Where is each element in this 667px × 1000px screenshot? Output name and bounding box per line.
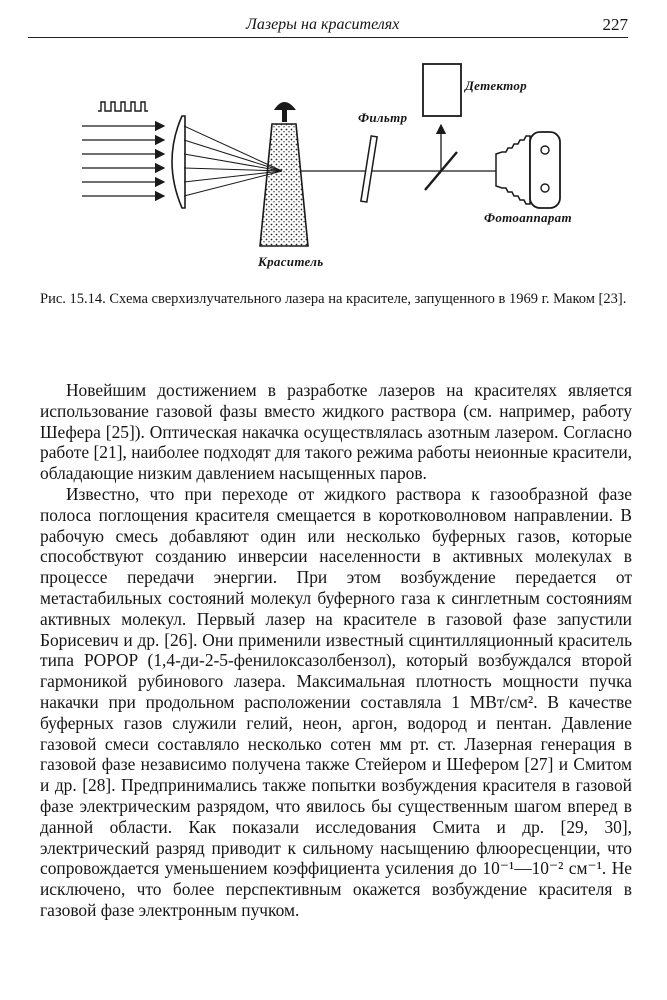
cylindrical-lens — [172, 116, 185, 208]
figure-caption: Рис. 15.14. Схема сверхизлучательного лазера на красителе, запущенного в 1969 г. Маком [23]. — [40, 291, 627, 307]
running-title: Лазеры на красителях — [246, 16, 400, 33]
label-dye: Краситель — [258, 254, 324, 269]
figure-15-14 — [60, 58, 620, 282]
dye-cell — [260, 102, 308, 246]
pump-beam-arrows — [82, 126, 164, 196]
camera — [496, 132, 560, 208]
running-header — [28, 14, 628, 36]
paragraph: Новейшим достижением в разработке лазеров на красителях является использование газовой фазы вместо жидкого раствора (см. например, работу Шефера [25]). Оптическая накачка осуществлялась азотным лазером. Согласно работе [21], наиболее подходят для такого режима работы неионные красители, обладающие низким давлением насыщенных паров. — [40, 380, 632, 484]
pump-pulse-train — [98, 102, 148, 111]
label-camera: Фотоаппарат — [484, 210, 572, 225]
detector-box — [423, 64, 461, 116]
body-text — [40, 380, 632, 921]
laser-schematic — [60, 58, 620, 282]
paragraph: Известно, что при переходе от жидкого раствора к газообразной фазе полоса поглощения красителя смещается в коротковолновом направлении. В рабочую смесь добавляют один или несколько буферных газов, которые способствуют созданию инверсии населенности в активных молекулах в процессе передачи энергии. При этом возбуждение передается от метастабильных состояний молекул буферного газа к синглетным состояниям активных молекул. Первый лазер на красителе в газовой фазе запустили Борисевич и др. [26]. Они применили известный сцинтилляционный краситель типа POPOP (1,4-ди-2-5-фенилоксазолбензол), который возбуждался второй гармоникой рубинового лазера. Максимальная плотность мощности пучка накачки при продольном расположении составляла 1 МВт/см². В качестве буферных газов служили гелий, неон, аргон, водород и пентан. Давление газовой смеси составляло несколько сотен мм рт. ст. Лазерная генерация в газовой фазе независимо получена также Стейером и Шефером [27] и Смитом и др. [28]. Предпринимались также попытки возбуждения красителя в газовой фазе электрическим разрядом, что явилось бы существенным шагом вперед в данной области. Как показали исследования Смита и др. [29, 30], электрический разряд приводит к сильному насыщению флюоресценции, что сопровождается уменьшением коэффициента усиления до 10⁻¹—10⁻² см⁻¹. Не исключено, что более перспективным окажется возбуждение красителя в газовой фазе электронным пучком. — [40, 483, 632, 920]
label-filter: Фильтр — [358, 110, 408, 125]
page-number: 227 — [602, 15, 628, 34]
header-rule — [28, 37, 628, 38]
label-detector: Детектор — [465, 78, 527, 93]
filter-plate — [361, 136, 377, 202]
